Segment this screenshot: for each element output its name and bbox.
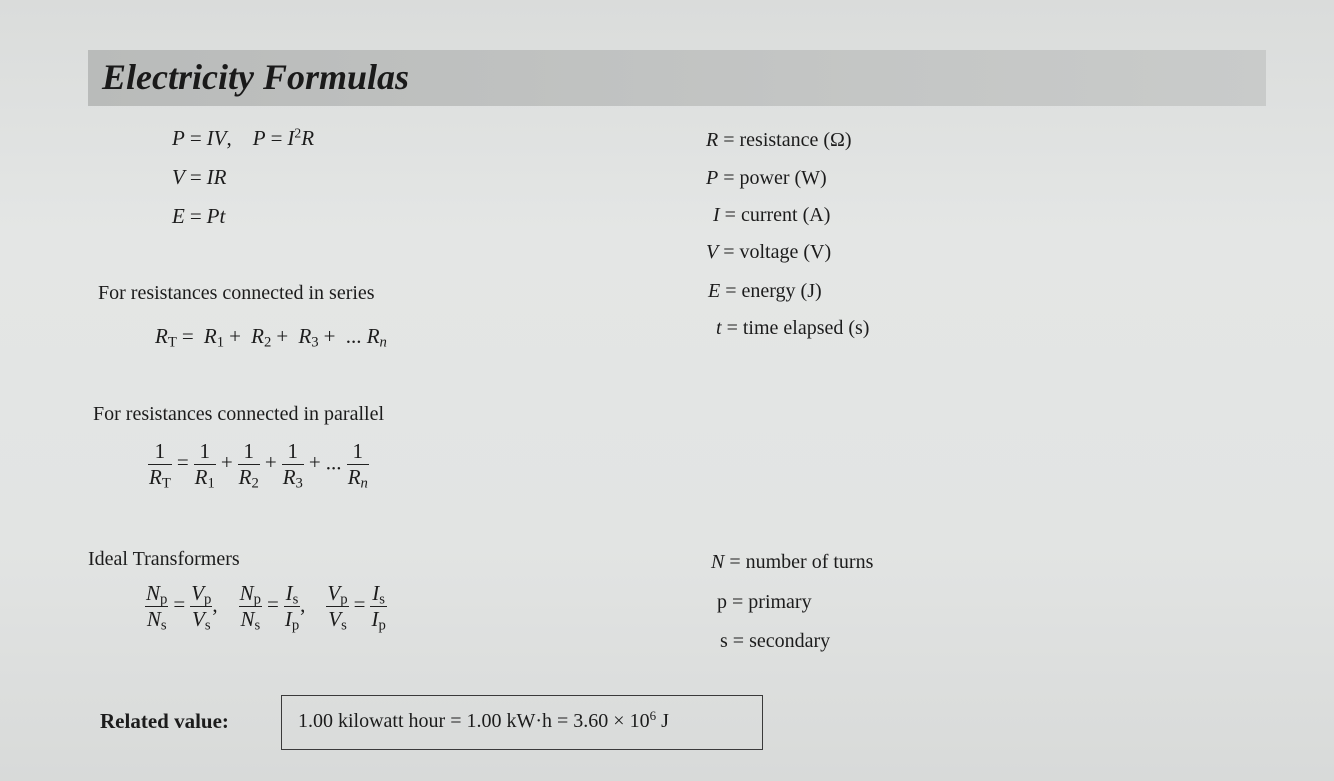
related-value-text: 1.00 kilowatt hour = 1.00 $kW\cdot h = 3.60 \times 10^6$ J bbox=[298, 707, 669, 732]
definition-current: I = current (A) bbox=[713, 204, 831, 226]
definition-energy: E = energy (J) bbox=[708, 280, 822, 302]
definition-secondary: s = secondary bbox=[720, 630, 831, 652]
definition-resistance: R = resistance (Ω) bbox=[706, 129, 852, 151]
related-value-box bbox=[281, 695, 763, 750]
parallel-label: For resistances connected in parallel bbox=[93, 403, 384, 425]
definition-primary: p = primary bbox=[717, 591, 812, 613]
parallel-formula: $\frac{1}{R_T}$ = $\frac{1}{R_1}$ + $\frac{1}{R_2}$ + $\frac{1}{R_3}$ + ... $\frac{1}{R_n}$ bbox=[149, 439, 368, 492]
definition-turns: N = number of turns bbox=[711, 551, 874, 573]
related-value-label: Related value: bbox=[100, 709, 229, 733]
transformer-formulas: $\frac{N_p}{N_s}$ = $\frac{V_p}{V_s}$ , $\frac{N_p}{N_s}$ = $\frac{I_s}{I_p}$ , $\frac{V_p}{V_s}$ = $\frac{I_s}{I_p}$ bbox=[146, 581, 386, 634]
page-title: Electricity Formulas bbox=[102, 57, 410, 97]
definition-power: P = power (W) bbox=[706, 167, 827, 189]
energy-formula: E = Pt bbox=[172, 204, 226, 228]
series-label: For resistances connected in series bbox=[98, 282, 375, 304]
power-formula-line: P = IV, $P = I^2R$ bbox=[172, 125, 315, 150]
ohms-law-formula: V = IR bbox=[172, 165, 227, 189]
transformers-label: Ideal Transformers bbox=[88, 548, 240, 570]
series-formula: $R_T = R_1 + R_2 + R_3$ + ... $R_n$ bbox=[155, 324, 387, 351]
header-bar bbox=[88, 50, 1266, 106]
definition-time: t = time elapsed (s) bbox=[716, 317, 870, 339]
definition-voltage: V = voltage (V) bbox=[706, 241, 832, 263]
